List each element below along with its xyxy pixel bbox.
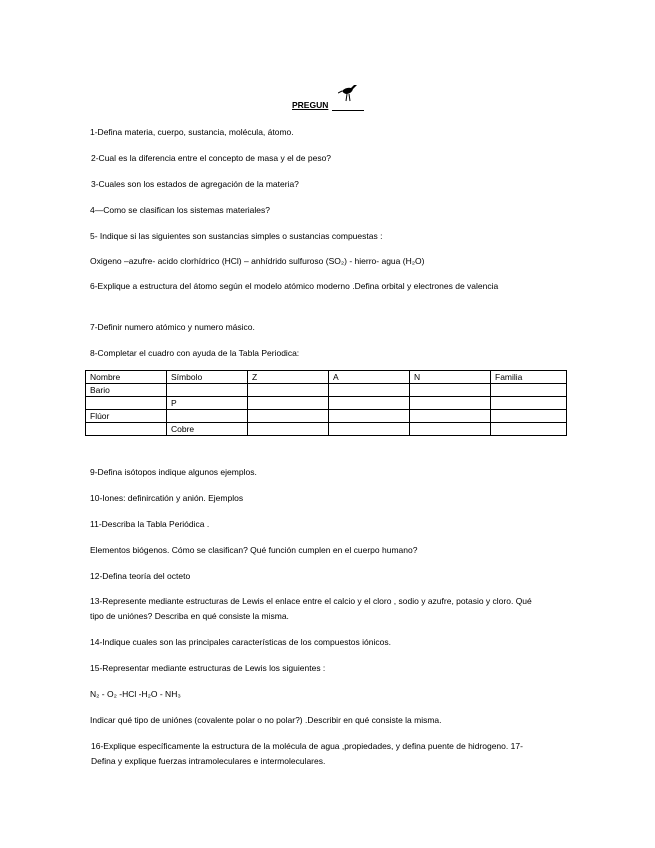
- question-12: 12-Defina teoría del octeto: [90, 571, 191, 581]
- table-row: [86, 397, 567, 410]
- table-cell[interactable]: [167, 384, 248, 397]
- question-5: 5- Indique si las siguientes son sustancias simples o sustancias compuestas :: [90, 231, 383, 241]
- header-a: A: [329, 371, 410, 384]
- table-cell[interactable]: [248, 423, 329, 436]
- table-cell[interactable]: [491, 384, 567, 397]
- table-row: [86, 410, 567, 423]
- question-5-substances: Oxigeno –azufre- acido clorhídrico (HCl) – anhídrido sulfuroso (SO₂) - hierro- agua (H₂O): [90, 256, 425, 266]
- table-cell[interactable]: [248, 384, 329, 397]
- table-cell[interactable]: [410, 397, 491, 410]
- page-title: PREGUN: [292, 100, 329, 110]
- table-cell[interactable]: [167, 410, 248, 423]
- table-row: [86, 384, 567, 397]
- question-11-biogenos: Elementos biógenos. Cómo se clasifican? Qué función cumplen en el cuerpo humano?: [90, 545, 418, 555]
- question-15-molecules: N₂ - O₂ -HCl -H₂O - NH₃: [90, 689, 181, 699]
- title-underline: [332, 110, 364, 111]
- question-16-17: 16-Explique específicamente la estructura de la molécula de agua ,propiedades, y defina puente de hidrogeno. 17- Defina y explique fuerzas intramoleculares e intermoleculares.: [91, 741, 523, 766]
- table-cell[interactable]: [491, 423, 567, 436]
- question-14: 14-Indique cuales son las principales características de los compuestos iónicos.: [90, 637, 391, 647]
- question-4: 4—Como se clasifican los sistemas materiales?: [90, 205, 270, 215]
- table-cell[interactable]: [491, 397, 567, 410]
- header-n: N: [410, 371, 491, 384]
- table-row: [86, 423, 567, 436]
- question-3: 3-Cuales son los estados de agregación de la materia?: [91, 179, 299, 189]
- question-13: 13-Represente mediante estructuras de Lewis el enlace entre el calcio y el cloro , sodio y azufre, potasio y cloro. Qué tipo de uniónes? Describa en qué consiste la misma.: [90, 596, 532, 621]
- question-2: 2-Cual es la diferencia entre el concepto de masa y el de peso?: [91, 153, 332, 163]
- table-cell[interactable]: [86, 423, 167, 436]
- table-cell[interactable]: [248, 410, 329, 423]
- question-15: 15-Representar mediante estructuras de Lewis los siguientes :: [90, 663, 326, 673]
- table-cell[interactable]: Flúor: [86, 410, 167, 423]
- table-cell[interactable]: [410, 423, 491, 436]
- table-cell[interactable]: P: [167, 397, 248, 410]
- question-11: 11-Describa la Tabla Periódica .: [90, 519, 210, 529]
- table-header-row: [86, 371, 567, 384]
- question-10: 10-Iones: definircatión y anión. Ejemplos: [90, 493, 244, 503]
- table-cell[interactable]: [86, 397, 167, 410]
- question-15-bonds: Indicar qué tipo de uniónes (covalente polar o no polar?) .Describir en qué consiste la misma.: [90, 715, 442, 725]
- table-cell[interactable]: Bario: [86, 384, 167, 397]
- table-cell[interactable]: [329, 384, 410, 397]
- table-cell[interactable]: [491, 410, 567, 423]
- question-7: 7-Definir numero atómico y numero másico.: [90, 322, 255, 332]
- question-9: 9-Defina isótopos indique algunos ejemplos.: [90, 467, 257, 477]
- header-familia: Familia: [491, 371, 567, 384]
- table-cell[interactable]: [329, 423, 410, 436]
- header-z: Z: [248, 371, 329, 384]
- table-cell[interactable]: [329, 397, 410, 410]
- question-6: 6-Explique a estructura del átomo según el modelo atómico moderno .Defina orbital y electrones de valencia: [90, 281, 499, 291]
- table-cell[interactable]: [410, 410, 491, 423]
- header-nombre: Nombre: [86, 371, 167, 384]
- header-simbolo: Símbolo: [167, 371, 248, 384]
- table-cell[interactable]: [410, 384, 491, 397]
- question-1: 1-Defina materia, cuerpo, sustancia, molécula, átomo.: [90, 127, 294, 137]
- table-cell[interactable]: [329, 410, 410, 423]
- question-8: 8-Completar el cuadro con ayuda de la Tabla Periodica:: [90, 348, 300, 358]
- table-cell[interactable]: Cobre: [167, 423, 248, 436]
- bird-icon: [338, 82, 360, 102]
- table-cell[interactable]: [248, 397, 329, 410]
- periodic-table-exercise: [85, 370, 567, 436]
